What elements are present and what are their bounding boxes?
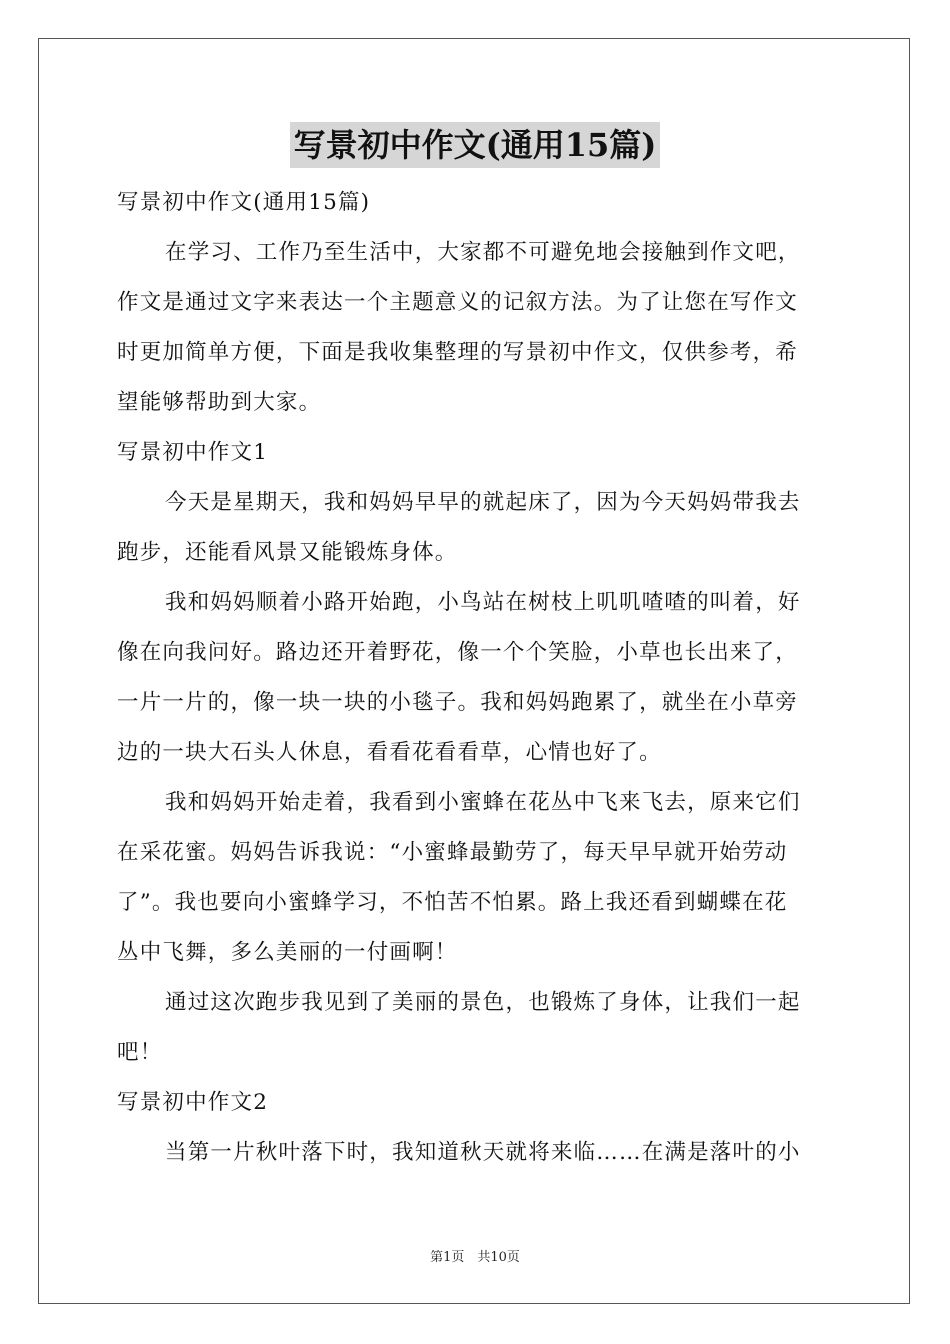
text-line: 当第一片秋叶落下时，我知道秋天就将来临……在满是落叶的小: [165, 1140, 801, 1165]
text-line: 边的一块大石头人休息，看看花看看草，心情也好了。: [117, 740, 662, 765]
document-title: 写景初中作文(通用15篇): [290, 122, 661, 168]
text-line: 在采花蜜。妈妈告诉我说：“小蜜蜂最勤劳了，每天早早就开始劳动: [117, 840, 788, 865]
text-line: 了”。我也要向小蜜蜂学习，不怕苦不怕累。路上我还看到蝴蝶在花: [117, 890, 788, 915]
text-line: 我和妈妈顺着小路开始跑，小鸟站在树枝上叽叽喳喳的叫着，好: [165, 590, 801, 615]
text-line: 通过这次跑步我见到了美丽的景色，也锻炼了身体，让我们一起: [165, 990, 801, 1015]
text-line: 我和妈妈开始走着，我看到小蜜蜂在花丛中飞来飞去，原来它们: [165, 790, 801, 815]
document-body: [117, 178, 835, 1178]
text-line: 作文是通过文字来表达一个主题意义的记叙方法。为了让您在写作文: [117, 290, 799, 315]
text-line: 吧！: [117, 1040, 163, 1065]
text-line: 一片一片的，像一块一块的小毯子。我和妈妈跑累了，就坐在小草旁: [117, 690, 799, 715]
page-footer: 第1页 共10页: [430, 1250, 520, 1265]
text-line: 写景初中作文1: [117, 440, 269, 465]
text-line: 像在向我问好。路边还开着野花，像一个个笑脸，小草也长出来了，: [117, 640, 799, 665]
title-container: [0, 122, 950, 168]
text-line: 跑步，还能看风景又能锻炼身体。: [117, 540, 458, 565]
text-line: 时更加简单方便，下面是我收集整理的写景初中作文，仅供参考，希: [117, 340, 799, 365]
text-line: 望能够帮助到大家。: [117, 390, 322, 415]
text-line: 写景初中作文(通用15篇): [117, 190, 371, 215]
text-line: 今天是星期天，我和妈妈早早的就起床了，因为今天妈妈带我去: [165, 490, 801, 515]
text-line: 写景初中作文2: [117, 1090, 269, 1115]
text-line: 丛中飞舞，多么美丽的一付画啊！: [117, 940, 458, 965]
text-line: 在学习、工作乃至生活中，大家都不可避免地会接触到作文吧，: [165, 240, 801, 265]
